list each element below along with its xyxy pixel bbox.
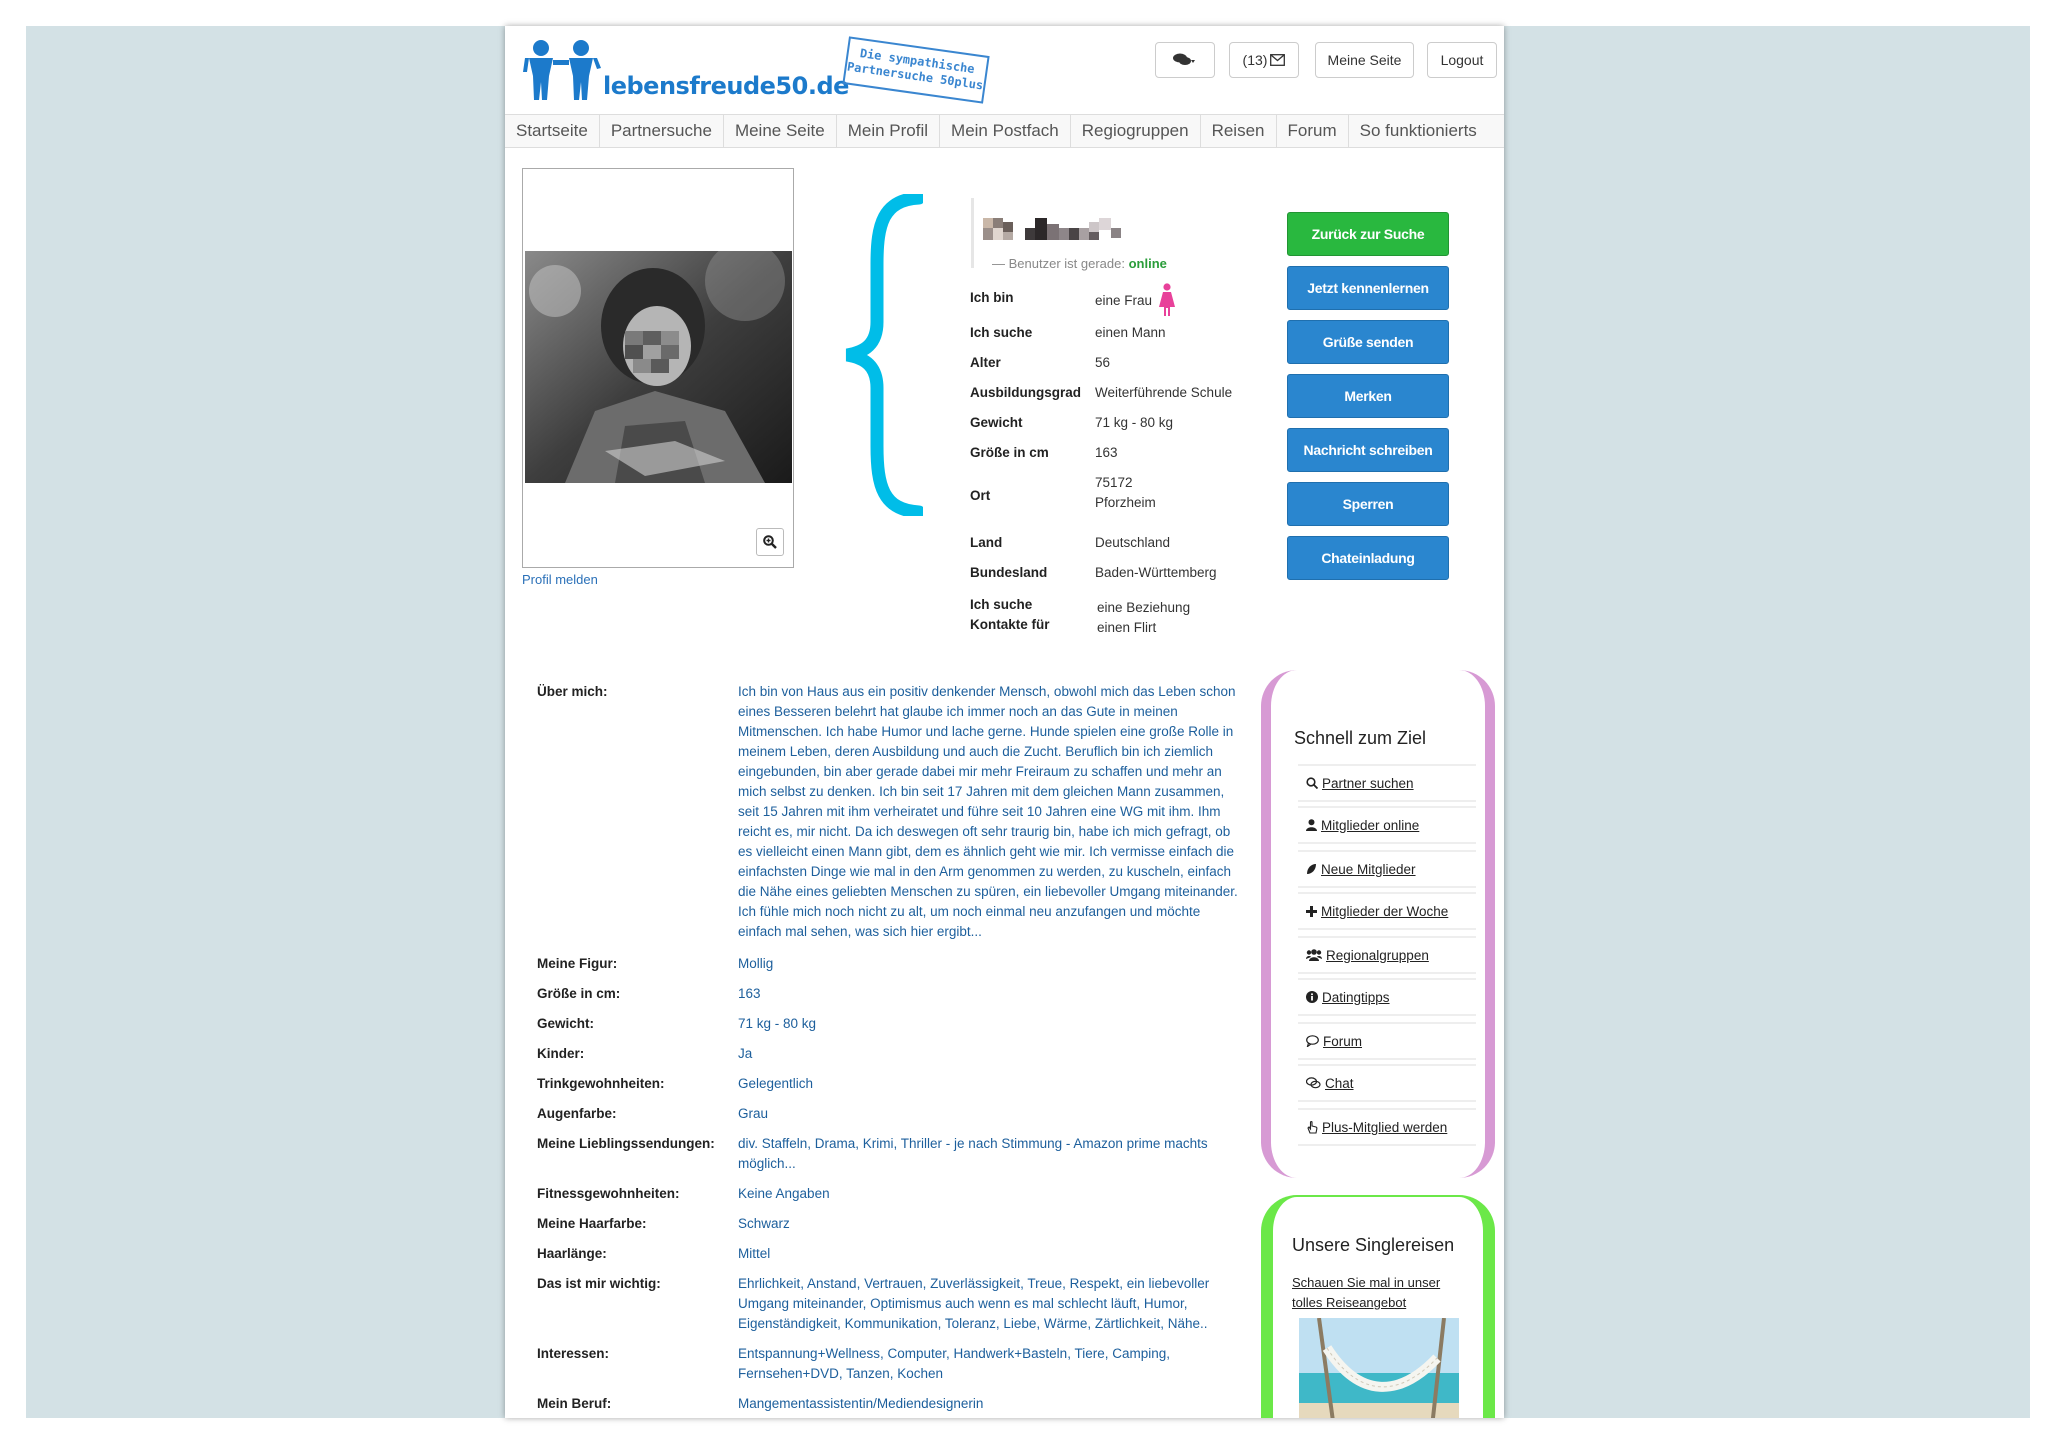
- detail-value-gewicht: 71 kg - 80 kg: [738, 1016, 817, 1031]
- detail-value-augenfarbe: Grau: [738, 1106, 769, 1121]
- value-ich-suche: einen Mann: [1095, 325, 1166, 340]
- nav-mein-postfach[interactable]: Mein Postfach: [940, 115, 1071, 147]
- info-icon: [1306, 991, 1318, 1003]
- travel-link[interactable]: Schauen Sie mal in unser tolles Reiseangebot: [1292, 1275, 1441, 1310]
- nav-mein-profil[interactable]: Mein Profil: [837, 115, 940, 147]
- quicklinks-box: [1261, 670, 1495, 1178]
- zoom-in-icon: [763, 535, 777, 549]
- detail-value-fitness: Keine Angaben: [738, 1186, 830, 1201]
- send-greetings-button[interactable]: Grüße senden: [1287, 320, 1449, 364]
- users-icon: [1306, 949, 1322, 961]
- value-land: Deutschland: [1095, 535, 1171, 550]
- search-icon: [1306, 777, 1318, 789]
- chat-invite-button[interactable]: Chateinladung: [1287, 536, 1449, 580]
- envelope-icon: [1270, 54, 1285, 66]
- nav-startseite[interactable]: Startseite: [505, 115, 600, 147]
- travel-image[interactable]: [1299, 1318, 1459, 1418]
- name-border: [971, 198, 974, 268]
- site-logo[interactable]: [523, 30, 849, 112]
- label-groesse: Größe in cm: [970, 445, 1049, 460]
- site-name: lebensfreude50.de: [603, 72, 849, 100]
- detail-value-figur: Mollig: [738, 956, 774, 971]
- detail-value-lieblingssendungen: div. Staffeln, Drama, Krimi, Thriller - je nach Stimmung - Amazon prime machts möglich...: [738, 1136, 1208, 1171]
- quicklink-mitglieder-der-woche[interactable]: Mitglieder der Woche: [1298, 892, 1476, 930]
- messages-count: (13): [1242, 52, 1268, 68]
- quicklink-forum[interactable]: Forum: [1298, 1022, 1476, 1060]
- label-bundesland: Bundesland: [970, 565, 1048, 580]
- value-groesse: 163: [1095, 445, 1118, 460]
- back-to-search-button[interactable]: Zurück zur Suche: [1287, 212, 1449, 256]
- detail-value-wichtig: Ehrlichkeit, Anstand, Vertrauen, Zuverlässigkeit, Treue, Respekt, ein liebevoller Umgang miteinander, Optimismus auch wenn es mal schlecht läuft, Humor, Eigenständigkeit, Kommunikation, Toleranz, Liebe, Wärme, Zärtlichkeit, Nähe..: [738, 1276, 1210, 1331]
- label-ich-bin: Ich bin: [970, 290, 1014, 305]
- value-bundesland: Baden-Württemberg: [1095, 565, 1217, 580]
- chat-dropdown-button[interactable]: [1155, 42, 1215, 78]
- nav-partnersuche[interactable]: Partnersuche: [600, 115, 724, 147]
- slogan-stamp: Die sympathische Partnersuche 50plus: [842, 36, 989, 103]
- detail-label-fitness: Fitnessgewohnheiten:: [537, 1186, 680, 1201]
- detail-value-trinkgewohnheiten: Gelegentlich: [738, 1076, 814, 1091]
- detail-label-interessen: Interessen:: [537, 1346, 610, 1361]
- online-status: — Benutzer ist gerade: online: [992, 256, 1167, 271]
- detail-label-trinkgewohnheiten: Trinkgewohnheiten:: [537, 1076, 665, 1091]
- label-ort: Ort: [970, 488, 991, 503]
- value-ich-bin: eine Frau: [1095, 283, 1176, 317]
- label-alter: Alter: [970, 355, 1001, 370]
- value-ort: 75172 Pforzheim: [1095, 475, 1156, 510]
- main-nav: [505, 114, 1504, 148]
- decorative-brace: [843, 194, 923, 516]
- detail-value-haarfarbe: Schwarz: [738, 1216, 790, 1231]
- detail-label-gewicht: Gewicht:: [537, 1016, 595, 1031]
- quicklink-plus-mitglied[interactable]: Plus-Mitglied werden: [1298, 1108, 1476, 1146]
- quicklink-chat[interactable]: Chat: [1298, 1064, 1476, 1102]
- detail-label-haarlaenge: Haarlänge:: [537, 1246, 607, 1261]
- nav-so-funktionierts[interactable]: So funktionierts: [1359, 121, 1477, 140]
- detail-value-ueber-mich: Ich bin von Haus aus ein positiv denkender Mensch, obwohl mich das Leben schon eines Besseren belehrt hat glaube ich immer noch an das Gute in meinen Mitmenschen. Ich habe Humor und lache gerne. Hunde spielen eine große Rolle in meinem Leben, deren Ausbildung und auch die Zucht. Beruflich bin ich ziemlich eingebunden, bin aber gerade dabei mir mehr Freiraum zu schaffen und mehr an mich selbst zu denken. Ich bin seit 17 Jahren mit dem gleichen Mann zusammen, seit 15 Jahren mit ihm verheiratet und führe seit 10 Jahren eine WG mit ihm. Ihm reicht es, mir nicht. Da ich deswegen oft sehr traurig bin, habe ich mich gefragt, ob es vielleicht einen Mann gibt, dem es ähnlich geht wie mir. Ich vermisse einfach die einfachsten Dinge wie mal in den Arm genommen zu werden, zu kuscheln, einfach die Nähe eines geliebten Menschen zu spüren, ein liebevoller Umgang miteinander. Ich fühle mich noch nicht zu alt, um noch einmal neu anzufangen und möchte einfach mal sehen, was sich hier ergibt...: [738, 684, 1238, 939]
- detail-value-interessen: Entspannung+Wellness, Computer, Handwerk+Basteln, Tiere, Camping, Fernsehen+DVD, Tanzen, Kochen: [738, 1346, 1170, 1381]
- detail-label-wichtig: Das ist mir wichtig:: [537, 1276, 661, 1291]
- quicklinks-title: Schnell zum Ziel: [1294, 728, 1427, 748]
- profile-photo-frame: [522, 168, 794, 568]
- hand-pointer-icon: [1306, 1121, 1318, 1134]
- travel-title: Unsere Singlereisen: [1292, 1235, 1455, 1255]
- quicklink-mitglieder-online[interactable]: Mitglieder online: [1298, 806, 1476, 844]
- quicklink-neue-mitglieder[interactable]: Neue Mitglieder: [1298, 850, 1476, 888]
- quicklink-regionalgruppen[interactable]: Regionalgruppen: [1298, 936, 1476, 974]
- user-icon: [1306, 819, 1317, 831]
- comment-icon: [1306, 1035, 1319, 1047]
- username-pixelated: [983, 210, 1153, 244]
- quicklink-datingtipps[interactable]: Datingtipps: [1298, 978, 1476, 1016]
- female-icon: [1158, 283, 1176, 317]
- detail-label-groesse: Größe in cm:: [537, 986, 621, 1001]
- label-gewicht: Gewicht: [970, 415, 1023, 430]
- label-kontakte-fuer: Ich suche Kontakte für: [970, 597, 1050, 632]
- value-ausbildungsgrad: Weiterführende Schule: [1095, 385, 1233, 400]
- label-ich-suche: Ich suche: [970, 325, 1033, 340]
- status-online: online: [1128, 256, 1167, 271]
- value-kontakte-fuer: eine Beziehung einen Flirt: [1097, 600, 1191, 635]
- meet-now-button[interactable]: Jetzt kennenlernen: [1287, 266, 1449, 310]
- write-message-button[interactable]: Nachricht schreiben: [1287, 428, 1449, 472]
- profile-photo[interactable]: [525, 251, 792, 483]
- quicklink-partner-suchen[interactable]: Partner suchen: [1298, 764, 1476, 802]
- detail-label-beruf: Mein Beruf:: [537, 1396, 612, 1411]
- profile-page: [505, 26, 1504, 1418]
- detail-label-kinder: Kinder:: [537, 1046, 585, 1061]
- zoom-photo-button[interactable]: [756, 528, 784, 556]
- comments-icon: [1306, 1077, 1321, 1089]
- nav-meine-seite[interactable]: Meine Seite: [724, 115, 837, 147]
- value-gewicht: 71 kg - 80 kg: [1095, 415, 1174, 430]
- label-ausbildungsgrad: Ausbildungsgrad: [970, 385, 1081, 400]
- detail-label-haarfarbe: Meine Haarfarbe:: [537, 1216, 647, 1231]
- travel-box: [1261, 1195, 1495, 1418]
- my-page-button[interactable]: Meine Seite: [1315, 42, 1414, 78]
- logout-button[interactable]: Logout: [1427, 42, 1497, 78]
- value-alter: 56: [1095, 355, 1111, 370]
- detail-value-beruf: Mangementassistentin/Mediendesignerin: [738, 1396, 984, 1411]
- nav-forum[interactable]: Forum: [1277, 115, 1349, 147]
- nav-regiogruppen[interactable]: Regiogruppen: [1071, 115, 1201, 147]
- comments-icon: [1172, 53, 1198, 67]
- detail-label-augenfarbe: Augenfarbe:: [537, 1106, 617, 1121]
- nav-reisen[interactable]: Reisen: [1201, 115, 1277, 147]
- detail-label-ueber-mich: Über mich:: [537, 684, 608, 699]
- detail-value-haarlaenge: Mittel: [738, 1246, 771, 1261]
- detail-label-lieblingssendungen: Meine Lieblingssendungen:: [537, 1136, 715, 1151]
- bookmark-button[interactable]: Merken: [1287, 374, 1449, 418]
- logo-figures-icon: [523, 38, 603, 100]
- leaf-icon: [1306, 863, 1317, 875]
- label-land: Land: [970, 535, 1003, 550]
- messages-button[interactable]: [1229, 42, 1299, 78]
- detail-value-groesse: 163: [738, 986, 761, 1001]
- detail-value-kinder: Ja: [738, 1046, 753, 1061]
- detail-label-figur: Meine Figur:: [537, 956, 618, 971]
- block-button[interactable]: Sperren: [1287, 482, 1449, 526]
- plus-icon: [1306, 906, 1317, 917]
- report-profile-link[interactable]: Profil melden: [522, 572, 598, 587]
